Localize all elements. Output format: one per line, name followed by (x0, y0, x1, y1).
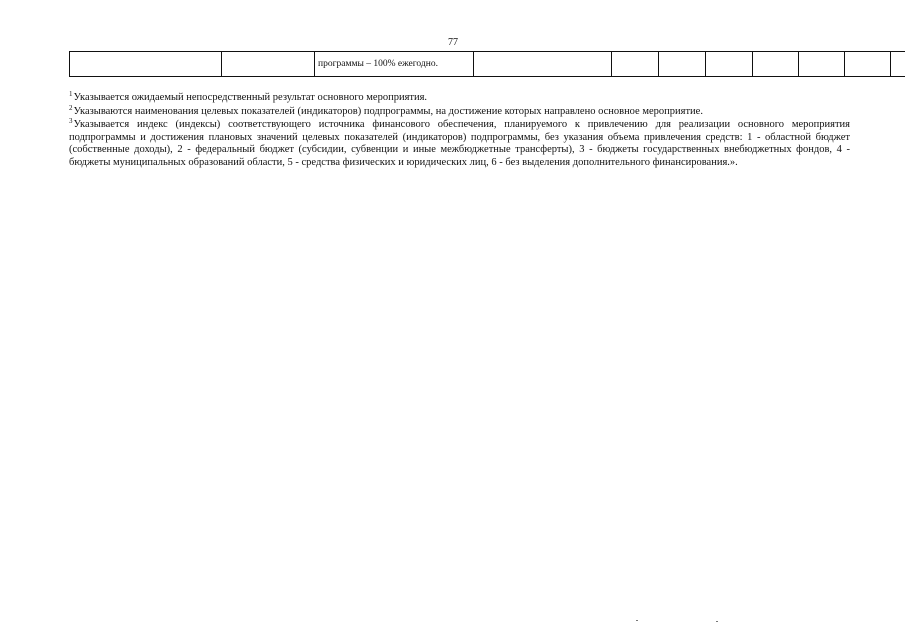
scan-artifact (716, 621, 718, 622)
table-cell (799, 52, 845, 77)
footnotes (69, 92, 850, 170)
footnote-1 (69, 92, 850, 105)
table-cell (222, 52, 315, 77)
footnote-mark: 1 (69, 90, 73, 98)
table-cell: программы – 100% ежегодно. (315, 52, 474, 77)
page-number: 77 (448, 37, 458, 48)
table (69, 51, 905, 77)
table-cell (70, 52, 222, 77)
table-cell (612, 52, 659, 77)
scan-artifact (636, 620, 638, 621)
footnote-text: Указывается ожидаемый непосредственный результат основного мероприятия. (73, 92, 428, 103)
table-cell (659, 52, 706, 77)
table-cell (753, 52, 799, 77)
footnote-2 (69, 103, 850, 119)
table-cell (845, 52, 891, 77)
footnote-text: Указывается индекс (индексы) соответствующего источника финансового обеспечения, планируемого к привлечению для реализации основного мероприятия подпрограммы и достижения плановых значений целевых показателей (индикаторов) подпрограммы, без указания объема привлечения средств: 1 - областной бюджет (собственные доходы), 2 - федеральный бюджет (субсидии, субвенции и иные межбюджетные трансферты), 3 - бюджеты государственных внебюджетных фондов, 4 - бюджеты муниципальных образований области, 5 - средства физических и юридических лиц, 6 - без выделения дополнительного финансирования.». (69, 119, 850, 168)
footnote-mark: 3 (69, 117, 73, 125)
table-row (70, 52, 905, 77)
table-cell (706, 52, 753, 77)
footnote-text: Указываются наименования целевых показателей (индикаторов) подпрограммы, на достижение которых направлено основное мероприятие. (73, 105, 703, 117)
footnote-3 (69, 119, 850, 169)
table-cell (474, 52, 612, 77)
footnote-mark: 2 (69, 103, 73, 112)
table-cell (891, 52, 905, 77)
